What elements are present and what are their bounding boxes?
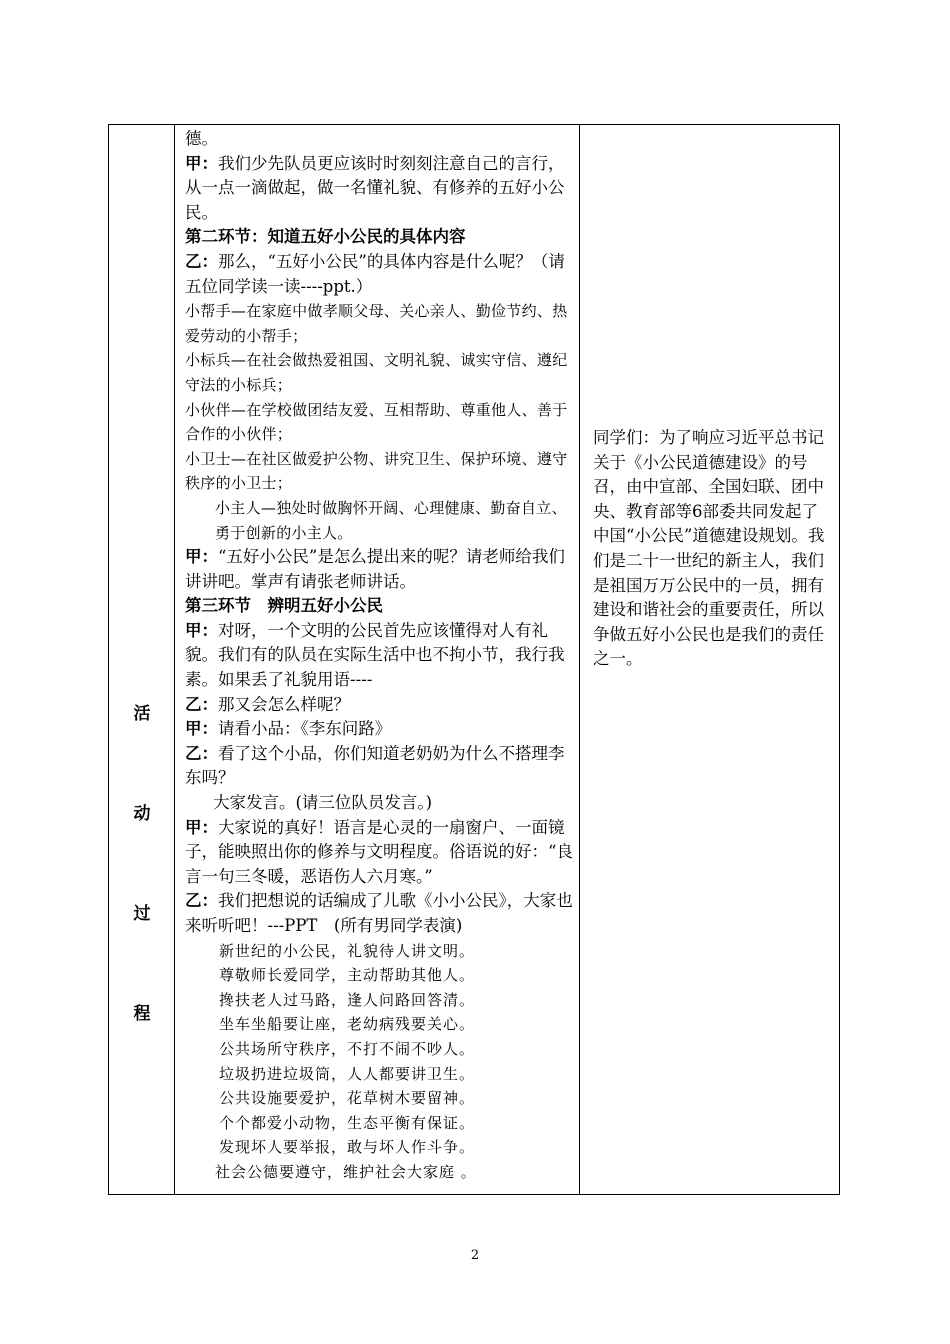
page-number: 2 [470,1248,480,1263]
poem-line: 个个都爱小动物，生态平衡有保证。 [219,1113,476,1132]
poem-line: 发现坏人要举报，敢与坏人作斗争。 [219,1138,476,1157]
poem-line: 搀扶老人过马路，逢人问路回答清。 [219,990,476,1009]
dialogue-text: 那么，“五好小公民”的具体内容是什么呢？（请五位同学读一读----ppt.） [185,251,565,296]
speaker-label: 甲： [185,719,218,739]
dialogue-line [185,250,573,299]
speaker-label: 乙： [185,694,218,714]
side-label-char: 动 [133,804,151,824]
dialogue-line [185,619,573,693]
side-label-char: 过 [133,904,151,924]
speaker-label: 甲： [185,817,218,837]
poem-line: 新世纪的小公民，礼貌待人讲文明。 [219,941,476,960]
dialogue-text: 请看小品：《李东问路》 [218,719,392,739]
side-label-char: 程 [133,1004,151,1024]
text-line: 大家发言。(请三位队员发言。) [213,793,433,813]
dialogue-text: 对呀，一个文明的公民首先应该懂得对人有礼貌。我们有的队员在实际生活中也不拘小节，我行我素。如果丢了礼貌用语---- [185,620,565,690]
notes-column [580,125,839,1194]
speaker-label: 甲： [185,153,218,173]
dialogue-line [185,152,573,226]
activity-table [108,124,840,1195]
role-description: 小伙伴—在学校做团结友爱、互相帮助、尊重他人、善于合作的小伙伴； [185,400,568,444]
poem-line: 坐车坐船要让座，老幼病残要关心。 [219,1015,476,1034]
teacher-note: 同学们：为了响应习近平总书记关于《小公民道德建设》的号召，由中宣部、全国妇联、团中央、教育部等6部委共同发起了中国“小公民”道德建设规划。我们是二十一世纪的新主人，我们是祖国万万公民中的一员，拥有建设和谐社会的重要责任，所以争做五好小公民也是我们的责任之一。 [593,428,825,669]
poem-line: 公共设施要爱护，花草树木要留神。 [219,1089,476,1108]
dialogue-line [185,889,573,938]
side-label-column [109,125,175,1194]
section-heading: 第三环节 辨明五好小公民 [185,596,383,616]
dialogue-text: 我们把想说的话编成了儿歌《小小公民》，大家也来听听吧！---PPT (所有男同学表演) [185,891,573,935]
speaker-label: 甲： [185,620,218,640]
dialogue-text: “五好小公民”是怎么提出来的呢？请老师给我们讲讲吧。掌声有请张老师讲话。 [185,547,565,591]
text-line: 德。 [185,129,218,148]
speaker-label: 甲： [185,547,218,567]
poem-line: 尊敬师长爱同学，主动帮助其他人。 [219,966,476,985]
poem-line: 公共场所守秩序，不打不闹不吵人。 [219,1039,476,1058]
section-heading: 第二环节：知道五好小公民的具体内容 [185,227,466,247]
content-column [175,125,580,1194]
role-description: 小主人—独处时做胸怀开阔、心理健康、勤奋自立、勇于创新的小主人。 [215,498,567,542]
dialogue-text: 大家说的真好！语言是心灵的一扇窗户、一面镜子，能映照出你的修养与文明程度。俗语说的好：“良言一句三冬暖，恶语伤人六月寒。” [185,817,573,886]
dialogue-line [185,545,573,594]
dialogue-line [185,742,573,791]
dialogue-line [185,693,573,718]
role-description: 小帮手—在家庭中做孝顺父母、关心亲人、勤俭节约、热爱劳动的小帮手； [185,302,568,345]
role-description: 小标兵—在社会做热爱祖国、文明礼貌、诚实守信、遵纪守法的小标兵； [185,351,568,394]
poem-line: 垃圾扔进垃圾筒，人人都要讲卫生。 [219,1064,476,1083]
speaker-label: 乙： [185,891,218,911]
side-label-char: 活 [133,704,151,724]
speaker-label: 乙： [185,251,218,271]
role-description: 小卫士—在社区做爱护公物、讲究卫生、保护环境、遵守秩序的小卫士； [185,449,568,493]
poem-line: 社会公德要遵守，维护社会大家庭 。 [215,1162,477,1181]
speaker-label: 乙： [185,743,218,763]
dialogue-text: 我们少先队员更应该时时刻刻注意自己的言行，从一点一滴做起，做一名懂礼貌、有修养的五好小公民。 [185,153,565,222]
dialogue-line [185,816,573,890]
dialogue-line [185,717,573,742]
dialogue-text: 看了这个小品，你们知道老奶奶为什么不搭理李东吗？ [185,743,565,788]
dialogue-text: 那又会怎么样呢？ [218,694,350,714]
